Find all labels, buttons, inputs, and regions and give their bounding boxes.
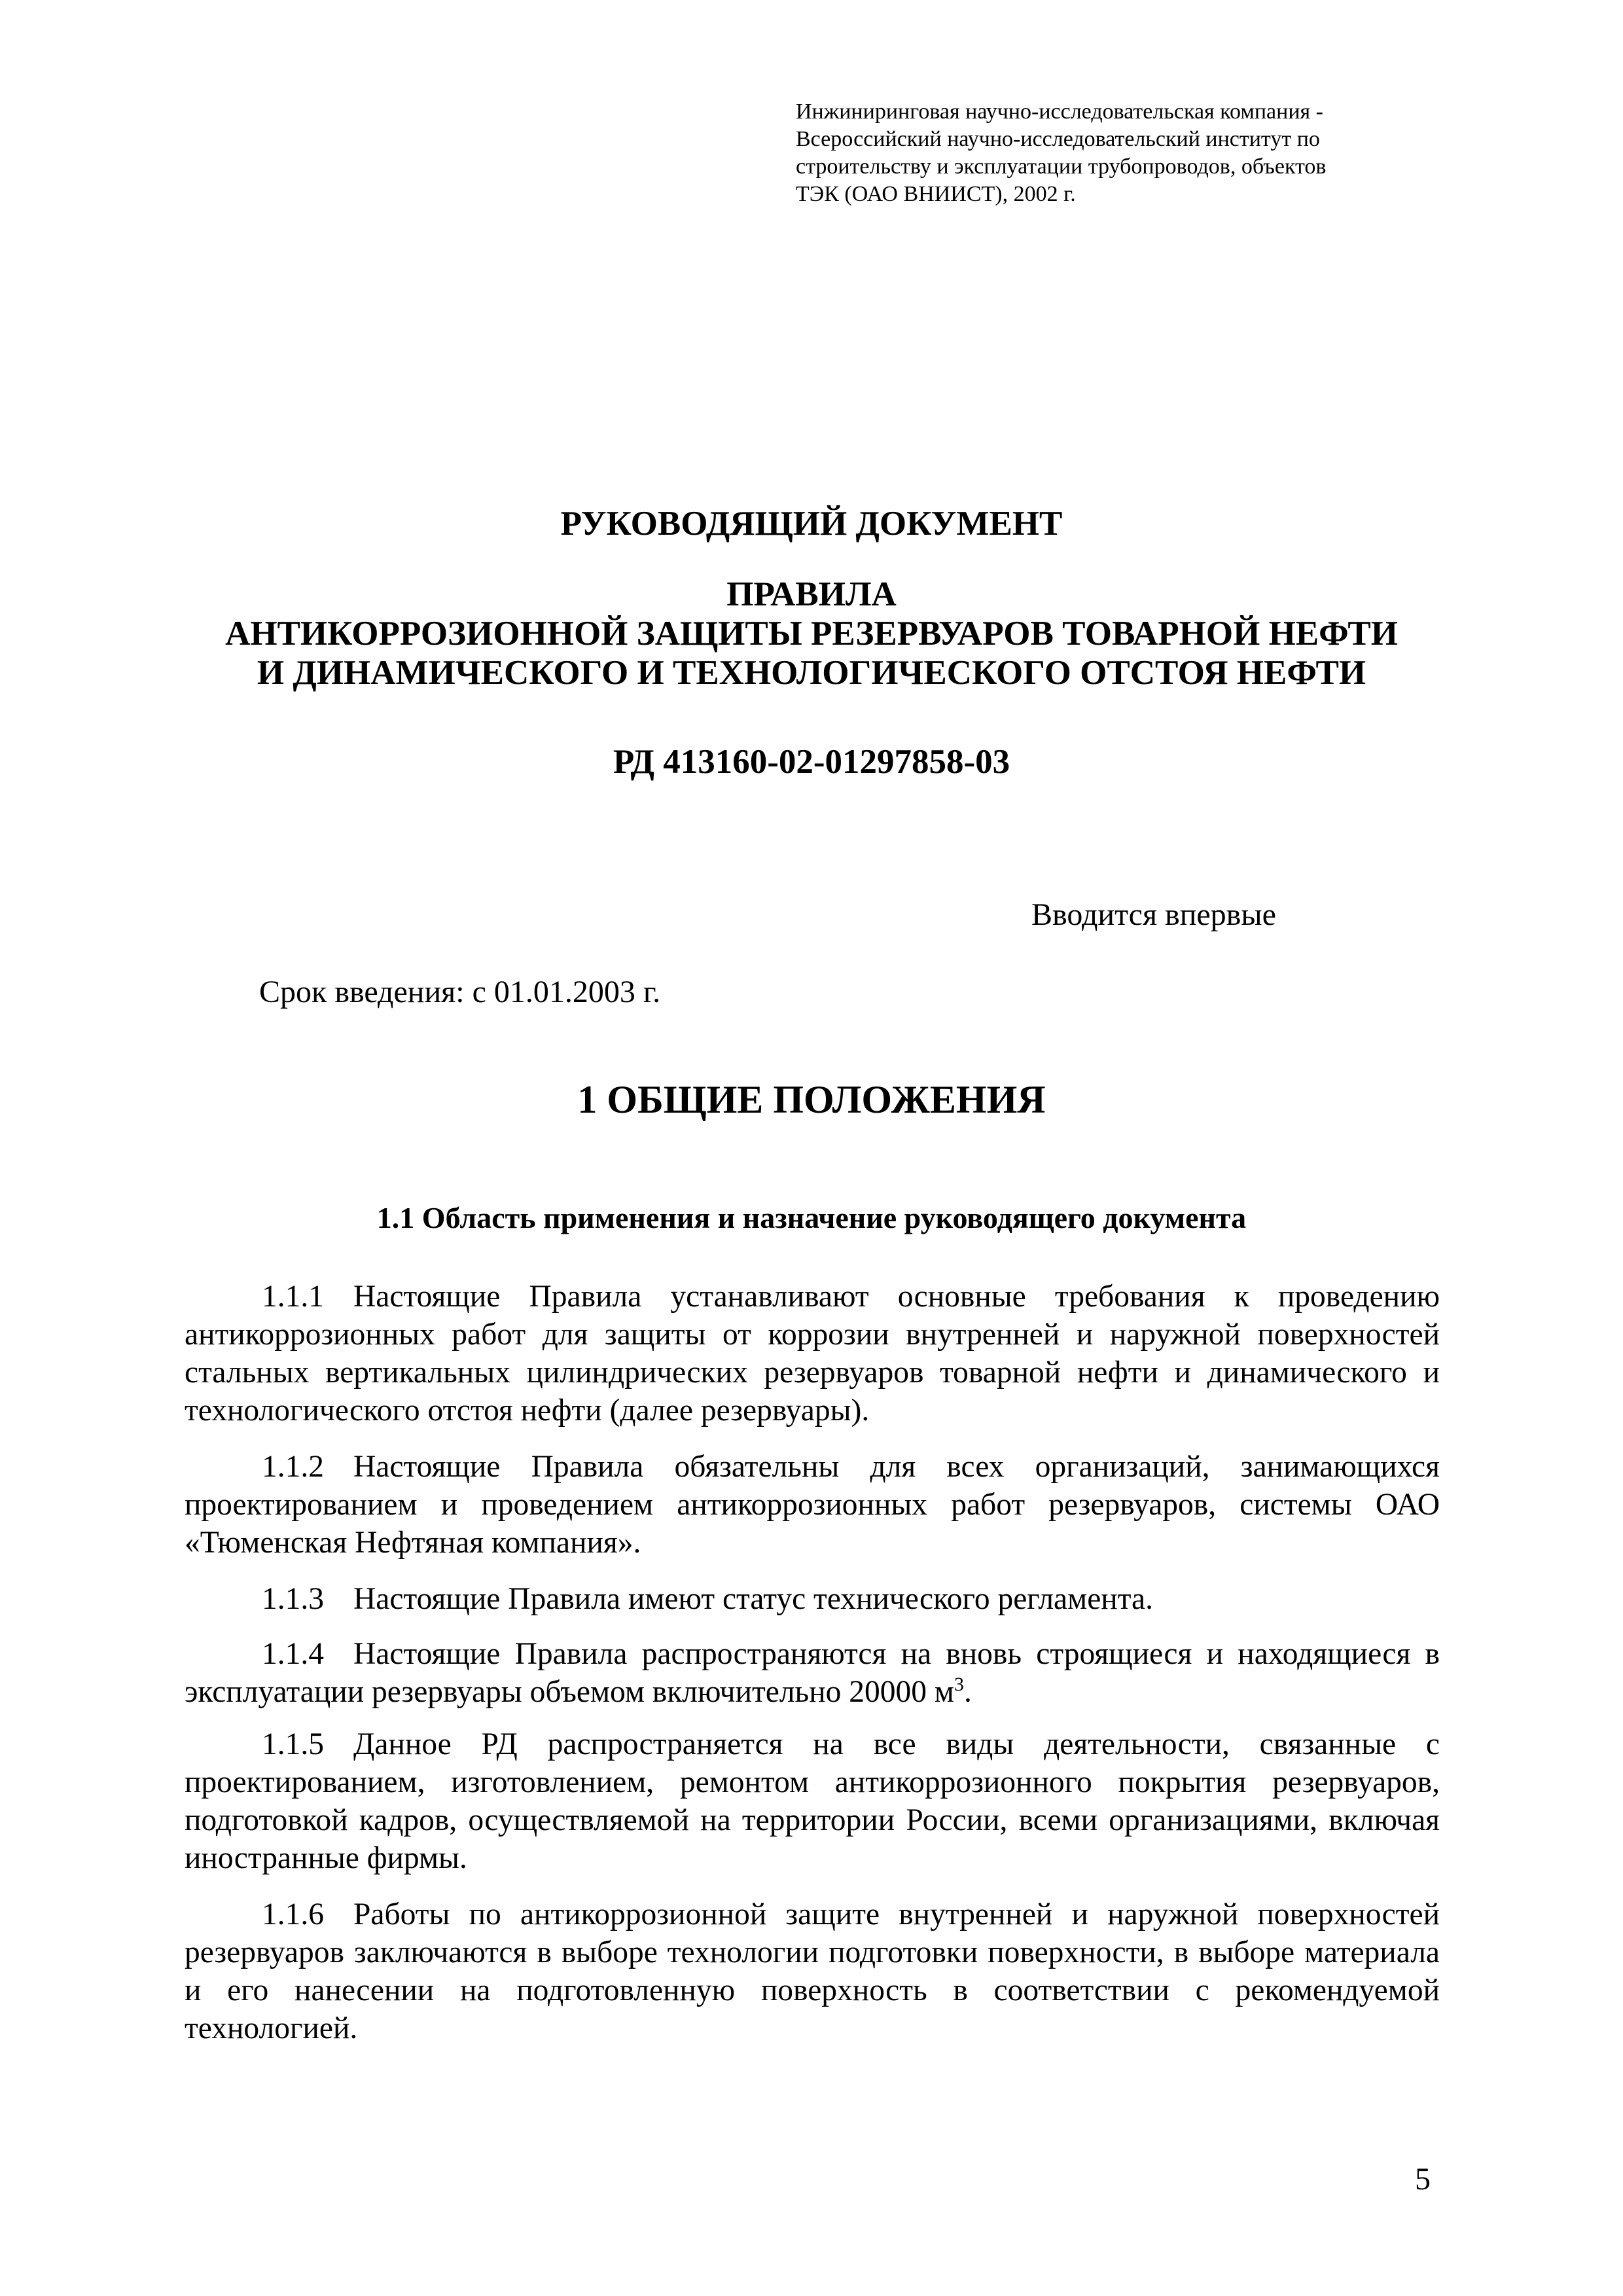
- rules-title-line: ПРАВИЛА: [726, 575, 897, 613]
- paragraph-number: 1.1.1: [262, 1280, 324, 1314]
- effective-date: Срок введения: с 01.01.2003 г.: [259, 975, 661, 1009]
- paragraph-1-1-2: [185, 1448, 1440, 1562]
- publisher-note-line: Всероссийский научно-исследовательский институт по: [796, 127, 1320, 151]
- paragraph-text-end: .: [963, 1675, 972, 1709]
- publisher-note-line: строительству и эксплуатации трубопроводов, объектов: [796, 154, 1327, 179]
- rules-title-line: АНТИКОРРОЗИОННОЙ ЗАЩИТЫ РЕЗЕРВУАРОВ ТОВАРНОЙ НЕФТИ: [225, 615, 1398, 653]
- paragraph-number: 1.1.2: [262, 1450, 324, 1484]
- paragraph-1-1-1: [185, 1278, 1440, 1429]
- intro-note: Вводится впервые: [1031, 897, 1276, 932]
- document-code: РД 413160-02-01297858-03: [613, 743, 1010, 781]
- paragraph-text: Настоящие Правила обязательны для всех организаций, занимающихся проектированием и проведением антикоррозионных работ резервуаров, системы ОАО «Тюменская Нефтяная компания».: [185, 1450, 1440, 1560]
- document-type-heading: РУКОВОДЯЩИЙ ДОКУМЕНТ: [560, 505, 1063, 543]
- paragraph-text: Настоящие Правила распространяются на вновь строящиеся и находящиеся в эксплуатации резервуары объемом включительно 20000 м: [185, 1637, 1440, 1709]
- publisher-note: [796, 98, 1437, 208]
- paragraph-number: 1.1.5: [262, 1727, 324, 1761]
- section-heading: 1 ОБЩИЕ ПОЛОЖЕНИЯ: [577, 1078, 1046, 1121]
- subsection-heading: 1.1 Область применения и назначение руководящего документа: [376, 1201, 1247, 1234]
- paragraph-1-1-6: [185, 1895, 1440, 2047]
- page-number: 5: [1415, 2162, 1431, 2197]
- paragraph-number: 1.1.3: [262, 1582, 324, 1616]
- paragraph-number: 1.1.6: [262, 1897, 324, 1931]
- paragraph-text: Настоящие Правила устанавливают основные требования к проведению антикоррозионных работ для защиты от коррозии внутренней и наружной поверхностей стальных вертикальных цилиндрических резервуаров товарной нефти и динамического и технологического отстоя нефти (далее резервуары).: [185, 1280, 1440, 1427]
- publisher-note-line: ТЭК (ОАО ВНИИСТ), 2002 г.: [796, 182, 1076, 206]
- paragraph-1-1-5: [185, 1725, 1440, 1877]
- paragraph-text: Настоящие Правила имеют статус технического регламента.: [353, 1582, 1153, 1616]
- paragraph-1-1-4: [185, 1635, 1440, 1711]
- rules-title: [0, 575, 1623, 692]
- superscript-cubic: 3: [954, 1674, 964, 1696]
- paragraph-text: Работы по антикоррозионной защите внутренней и наружной поверхностей резервуаров заключаются в выборе технологии подготовки поверхности, в выборе материала и его нанесении на подготовленную поверхность в соответствии с рекомендуемой технологией.: [185, 1897, 1440, 2045]
- publisher-note-line: Инжиниринговая научно-исследовательская компания -: [796, 99, 1323, 124]
- rules-title-line: И ДИНАМИЧЕСКОГО И ТЕХНОЛОГИЧЕСКОГО ОТСТОЯ НЕФТИ: [257, 654, 1366, 692]
- paragraph-text: Данное РД распространяется на все виды деятельности, связанные с проектированием, изготовлением, ремонтом антикоррозионного покрытия резервуаров, подготовкой кадров, осуществляемой на территории России, всеми организациями, включая иностранные фирмы.: [185, 1727, 1440, 1875]
- paragraph-number: 1.1.4: [262, 1637, 324, 1671]
- paragraph-1-1-3: [185, 1580, 1440, 1618]
